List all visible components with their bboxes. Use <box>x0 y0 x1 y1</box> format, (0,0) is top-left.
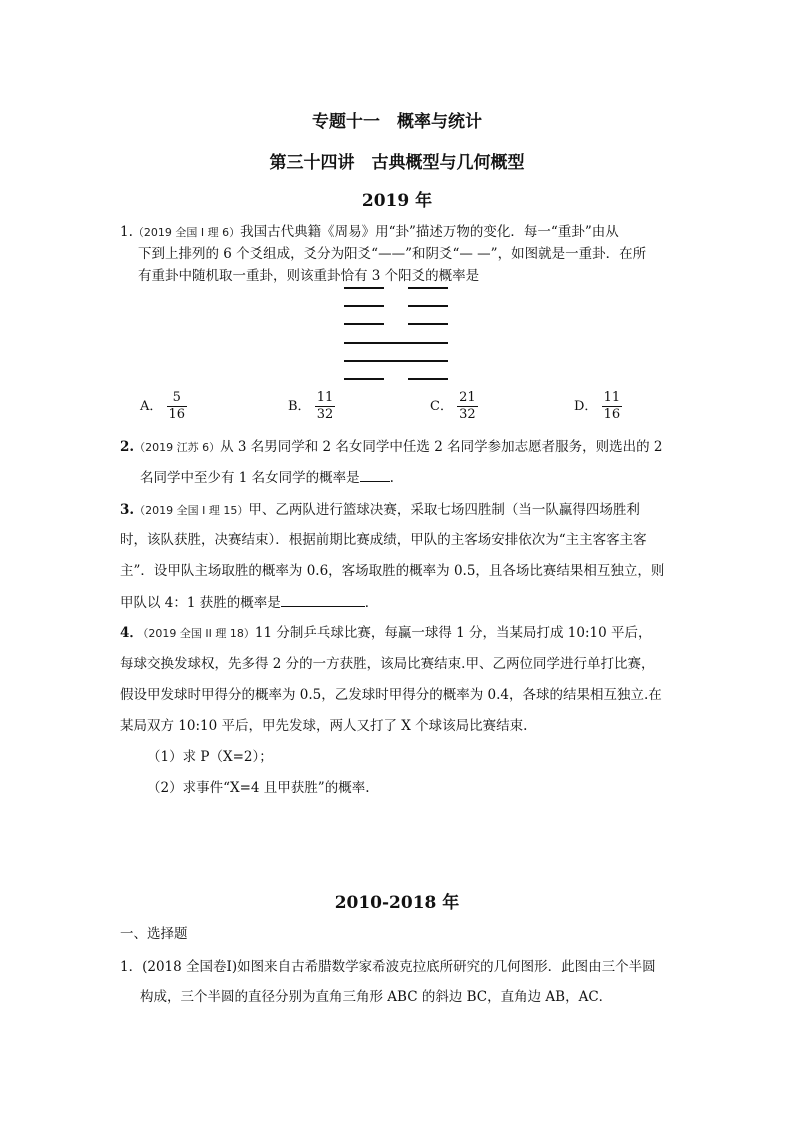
fraction-numerator: 11 <box>316 390 334 405</box>
q4-sub2: （2）求事件“X=4 且甲获胜”的概率. <box>147 780 370 796</box>
q2-line1 <box>120 437 663 458</box>
yin-line-right <box>408 378 448 380</box>
s2-q1-number: 1． <box>120 959 143 975</box>
q1-line3: 有重卦中随机取一重卦，则该重卦恰有 3 个阳爻的概率是 <box>138 268 480 284</box>
q3-line1 <box>120 500 640 521</box>
fraction-denominator: 16 <box>168 407 186 422</box>
q2-text1: 从 3 名男同学和 2 名女同学中任选 2 名同学参加志愿者服务，则选出的 2 <box>220 439 663 455</box>
s2-q1-text1: (2018 全国卷Ⅰ)如图来自古希腊数学家希波克拉底所研究的几何图形．此图由三个半圆 <box>142 959 656 975</box>
q1-option-d <box>574 390 622 423</box>
fraction-denominator: 32 <box>316 407 334 422</box>
answer-blank <box>360 467 390 482</box>
fraction-numerator: 5 <box>167 390 188 407</box>
option-fraction <box>167 390 188 423</box>
yang-line <box>344 360 448 362</box>
section-heading-2010-2018: 2010-2018 年 <box>334 893 460 913</box>
q2-number: 2. <box>120 439 135 455</box>
q4-line3: 假设甲发球时甲得分的概率为 0.5，乙发球时甲得分的概率为 0.4，各球的结果相互独立.在 <box>120 687 662 703</box>
q4-line4: 某局双方 10:10 平后，甲先发球，两人又打了 X 个球该局比赛结束. <box>120 718 528 734</box>
q3-line4 <box>120 592 378 613</box>
q1-line2: 下到上排列的 6 个爻组成，爻分为阳爻“——”和阴爻“— —”，如图就是一重卦．在所 <box>138 246 647 262</box>
lecture-title: 第三十四讲 古典概型与几何概型 <box>269 153 525 173</box>
fraction-numerator: 21 <box>459 390 476 405</box>
q3-line2: 时，该队获胜，决赛结束）．根据前期比赛成绩，甲队的主客场安排依次为“主主客客主客 <box>120 532 647 548</box>
q3-number: 3. <box>120 502 135 518</box>
yin-line-left <box>344 323 384 325</box>
q1-text1: 我国古代典籍《周易》用“卦”描述万物的变化．每一“重卦”由从 <box>240 224 619 240</box>
option-fraction <box>457 390 478 423</box>
option-fraction <box>315 390 336 423</box>
yin-line-left <box>344 378 384 380</box>
q3-line3: 主”．设甲队主场取胜的概率为 0.6，客场取胜的概率为 0.5，且各场比赛结果相互独立，则 <box>120 563 665 579</box>
q4-line1 <box>120 623 652 644</box>
yin-line-right <box>408 305 448 307</box>
q1-option-a <box>140 390 187 423</box>
s2-q1-line2: 构成，三个半圆的直径分别为直角三角形 ABC 的斜边 BC，直角边 AB，AC． <box>140 989 613 1005</box>
option-letter: B． <box>288 399 311 414</box>
option-fraction <box>602 390 623 423</box>
option-letter: C． <box>430 399 453 414</box>
part-heading: 一、选择题 <box>120 926 188 942</box>
q2-source: （2019 江苏 6） <box>134 441 221 454</box>
q3-source: （2019 全国 I 理 15） <box>134 504 249 517</box>
answer-blank <box>281 592 365 607</box>
q4-source: （2019 全国 II 理 18） <box>142 627 255 640</box>
q3-text4: 甲队以 4：1 获胜的概率是 <box>120 595 281 611</box>
q1-option-c <box>430 390 478 423</box>
s2-q1-line1 <box>120 957 656 977</box>
yang-line <box>344 342 448 344</box>
fraction-numerator: 11 <box>603 390 621 405</box>
q4-text1: 11 分制乒乓球比赛，每赢一球得 1 分，当某局打成 10:10 平后， <box>254 625 652 641</box>
q2-end: . <box>389 470 394 486</box>
fraction-denominator: 32 <box>459 407 476 422</box>
q2-line2 <box>140 467 394 488</box>
yin-line-right <box>408 323 448 325</box>
q2-text2: 名同学中至少有 1 名女同学的概率是 <box>140 470 360 486</box>
yin-line-left <box>344 287 384 289</box>
q1-source: （2019 全国 I 理 6） <box>132 226 241 239</box>
q3-end: ． <box>364 595 379 611</box>
option-letter: A． <box>140 399 163 414</box>
q4-line2: 每球交换发球权，先多得 2 分的一方获胜，该局比赛结束.甲、乙两位同学进行单打比赛， <box>120 656 655 672</box>
option-letter: D． <box>574 399 598 414</box>
yin-line-right <box>408 287 448 289</box>
section-heading-2019: 2019 年 <box>361 191 433 211</box>
yin-line-left <box>344 305 384 307</box>
topic-title: 专题十一 概率与统计 <box>312 112 482 132</box>
q4-number: 4． <box>120 625 143 641</box>
q3-text1: 甲、乙两队进行篮球决赛，采取七场四胜制（当一队赢得四场胜利 <box>248 502 640 518</box>
q4-sub1: （1）求 P（X=2）； <box>147 749 273 765</box>
q1-number: 1. <box>120 224 133 240</box>
fraction-denominator: 16 <box>603 407 621 422</box>
q1-option-b <box>288 390 335 423</box>
q1-line1 <box>120 222 619 243</box>
